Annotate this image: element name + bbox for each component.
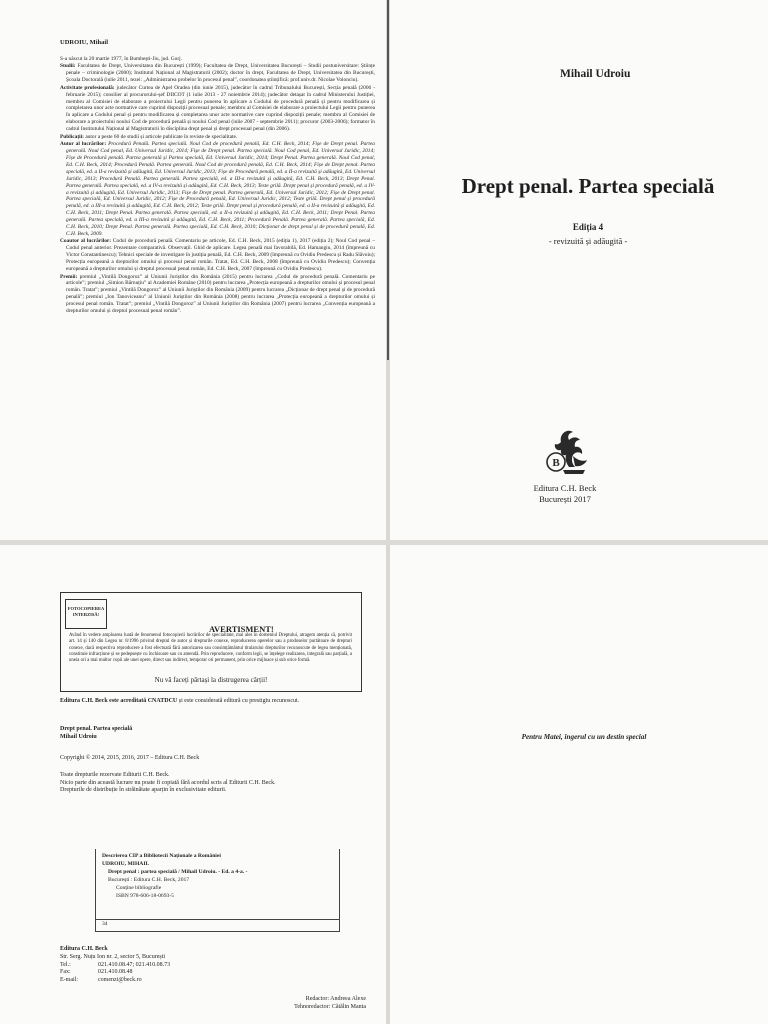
- address-email: [60, 977, 170, 985]
- bio-awards: [60, 274, 375, 315]
- studies-text: Facultatea de Drept, Universitatea din București (1999); Facultatea de Drept, Universitatea București – Studii postuniversitare: Științe penale – criminologie (2000); Institutul Național al Magistraturii (2002); doctor în drept, Facultatea de Drept, Universitatea din București, Școala Doctorală (iulie 2011, tezei: „Administrarea probelor în procesul penal”, coordonatea științifică: prof.univ.dr. Nicolae Volonciu).: [66, 63, 375, 84]
- book-info: [60, 725, 132, 741]
- rights-line: Drepturile de distribuție în străinătate aparțin în exclusivitate editurii.: [60, 787, 227, 794]
- book-info-author: Mihail Udroiu: [60, 734, 97, 740]
- rights-line: Toate drepturile rezervate Editurii C.H. Beck.: [60, 772, 170, 778]
- bio-activity: [60, 85, 375, 133]
- publications-text: autor a peste 60 de studii și articole publicate în reviste de specialitate.: [85, 133, 238, 140]
- techeditor-credit: Tehnoredactor: Cătălin Manta: [294, 1003, 366, 1010]
- publisher-logo-icon: [539, 426, 591, 482]
- cip-bibliography: Conține bibliografie: [116, 885, 162, 891]
- cip-number: 34: [102, 921, 108, 927]
- tel-value: 021.410.08.47; 021.410.08.73: [98, 961, 171, 968]
- fax-label: Fax:: [60, 969, 71, 976]
- cip-title-text: Drept penal : partea specială / Mihail Udroiu. - Ed. a 4-a. -: [108, 869, 248, 875]
- fax-value: 021.410.08.48: [98, 969, 133, 976]
- publisher-name: Editura C.H. Beck: [533, 483, 597, 493]
- tel-label: Tel.:: [60, 961, 71, 968]
- cip-divider: [96, 919, 339, 920]
- studies-label: Studii:: [60, 63, 76, 70]
- bio-author-works: [60, 141, 375, 238]
- activity-text: judecător Curtea de Apel Oradea (din iunie 2015), judecător în cadrul Tribunalului București, Secția penală (2006 - februarie 2015); consilier al procurorului-șef DIICOT (1 iulie 2013 - 27 noiembrie 2014); judecător detașat în cadrul Ministerului Justiției, membru al Comisiei de elaborare a proiectului Legii pentru punerea în aplicare a Codului de procedură penală și pentru modificarea și completarea unor acte normative care cuprind dispoziții procesual penale; membru al Comisiei de elaborare a proiectului Legii pentru punerea în aplicare a Codului penal și pentru modificarea și completarea unor acte normative care cuprind dispoziții penale; membru al Comisiei de elaborare a proiectului noului Cod de procedură penală și noului Cod penal (iulie 2007 - septembrie 2011); procuror (2003-2006); formator în cadrul Institutului Național al Magistraturii în disciplina drept penal și drept procesual penal (din 2006).: [66, 84, 375, 133]
- emblem-line-1: FOTOCOPIEREA: [67, 606, 105, 611]
- address-tel: [60, 962, 170, 970]
- bio-birth: S-a născut la 20 martie 1977, în Bumbești-Jiu, jud. Gorj.: [60, 55, 183, 62]
- emblem-line-2: INTERZISĂ!: [72, 612, 100, 617]
- dedication-page: [390, 545, 768, 1024]
- email-label: E-mail:: [60, 977, 78, 984]
- cip-title: [102, 868, 332, 876]
- coauthor-works-label: Coautor al lucrărilor:: [60, 238, 112, 245]
- author-bio: [60, 40, 375, 316]
- address-name: Editura C.H. Beck: [60, 946, 108, 952]
- bio-studies: [60, 63, 375, 84]
- bio-publications: [60, 134, 375, 141]
- copyright-line: Copyright © 2014, 2015, 2016, 2017 – Editura C.H. Beck: [60, 755, 200, 761]
- title-author: Mihail Udroiu: [560, 68, 631, 80]
- cip-publisher: București : Editura C.H. Beck, 2017: [108, 877, 190, 883]
- book-title: Drept penal. Partea specială: [461, 174, 715, 198]
- awards-label: Premii:: [60, 273, 78, 280]
- warning-body: Având în vedere amploarea luată de fenomenul fotocopierii lucrărilor de specialitate, mai ales în domeniul Dreptului, atragem atenția că, potrivit art. 14 și 140 din Legea nr. 8/1996 privind dreptul de autor și drepturile conexe, reproducerea operelor sau a produselor purtătoare de drepturi conexe, dacă respectiva reproducere a fost efectuată fără autorizarea sau consimțământul titularului drepturilor recunoscute de legea menționată, constituie infracțiune și se pedepsește cu închisoare sau cu amendă. Prin reproducere, conform legii, se înțelege realizarea, integrală sau parțială, a uneia ori a mai multor copii ale unei opere, direct sau indirect, temporar ori permanent, prin orice mijloace și sub orice formă.: [69, 633, 352, 664]
- warning-title: AVERTISMENT!: [209, 624, 274, 634]
- warning-footer: Nu vă faceți părtași la distrugerea cărții!: [154, 676, 268, 684]
- publisher-address: [60, 946, 170, 985]
- no-photocopy-icon: [65, 599, 107, 629]
- cip-author: UDROIU, MIHAIL: [102, 861, 150, 867]
- book-info-title: Drept penal. Partea specială: [60, 726, 133, 732]
- accreditation-bold: Editura C.H. Beck este acreditată CNATDCU: [60, 698, 178, 704]
- awards-text: premiul „Vintilă Dongoroz” al Uniunii Juriștilor din România (2015) pentru lucrarea „Codul de procedură penală. Comentariu pe articole”; premiul „Simion Bărnuțiu” al Academiei Române (2010) pentru lucrarea „Protecția europeană a drepturilor omului și procesul penal român. Tratat”; premiul „Vintilă Dongoroz” al Uniunii Juriștilor din România (2009) pentru lucrarea „Dicționar de drept penal și de procedură penală”; premiul „Ion Tanoviceanu” al Uniunii Juriștilor din România (2008) pentru lucrarea „Protecția europeană a drepturilor omului și procesul penal român. Tratat”; premiul „Vintilă Dongoroz” al Uniunii Juriștilor din România (2007) pentru lucrarea „Convenția europeană a drepturilor omului și dreptul procesual penal român”.: [66, 273, 375, 315]
- accreditation-rest: și este considerată editură cu prestigiu recunoscut.: [178, 698, 300, 704]
- cip-heading: Descrierea CIP a Bibliotecii Naționale a României: [102, 853, 221, 859]
- rights-notice: [60, 772, 370, 795]
- edition-note: - revizuită și adăugită -: [548, 236, 628, 246]
- warning-box: [60, 592, 362, 692]
- horizontal-gutter: [0, 540, 768, 545]
- binding-edge: [387, 0, 389, 360]
- coauthor-works-text: Codul de procedură penală. Comentariu pe articole, Ed. C.H. Beck, 2015 (ediția 1), 2017 (ediția 2); Noul Cod penal – Codul penal anterior. Prezentare comparativă. Observații. Ghid de aplicare. Legea penală mai favorabilă, Ed. Hamangiu, 2014 (împreună cu Victor Constantinescu); Tehnici speciale de investigare în justiția penală, Ed. C.H. Beck, 2009 (împreună cu Ovidiu Predescu și Radu Slăvoiu); Protecția europeană a drepturilor omului și procesul penal român. Tratat, Ed. C.H. Beck, 2008 (împreună cu Ovidiu Predescu); Convenția europeană a drepturilor omului și dreptul procesual penal român, Ed. C.H. Beck, 2007 (împreună cu Ovidiu Predescu).: [66, 238, 376, 273]
- publisher-block: [500, 483, 630, 505]
- editorial-credits: [240, 996, 366, 1012]
- logo-letter: B: [552, 457, 560, 469]
- cip-isbn: ISBN 978-606-18-0693-5: [116, 893, 174, 899]
- author-works-label: Autor al lucrărilor:: [60, 141, 107, 148]
- address-street: Str. Serg. Nuțu Ion nr. 2, sector 5, București: [60, 953, 166, 960]
- email-value: comenzi@beck.ro: [98, 977, 142, 984]
- cip-text: [102, 852, 332, 900]
- dedication-text: Pentru Matei, îngerul cu un destin special: [521, 733, 647, 741]
- city-year: București 2017: [539, 494, 591, 504]
- rights-line: Nicio parte din această lucrare nu poate fi copiată fără acordul scris al Editurii C.H. Beck.: [60, 779, 276, 786]
- activity-label: Activitate profesională:: [60, 84, 115, 91]
- address-fax: [60, 969, 170, 977]
- publications-label: Publicații:: [60, 133, 84, 140]
- accreditation-note: [60, 697, 360, 705]
- cip-record: [95, 849, 340, 932]
- author-works-text: Procedură Penală. Partea specială. Noul Cod de procedură penală, Ed. C.H. Beck, 2014; Fișe de Drept penal. Partea generală. Noul Cod penal, Ed. Universul Juridic, 2014; Fișe de Drept penal. Partea specială. Noul Cod penal, Ed. Universul Juridic, 2014; Fișe de Procedură penală. Partea generală și Partea specială, Ed. Universul Juridic, 2014; Drept Penal. Partea generală. Noul Cod penal, Ed. C.H. Beck, 2014; Procedură Penală. Partea generală. Noul Cod de procedură penală, Ed. C.H. Beck, 2014; Fișe de Drept penal. Partea specială, ed. a II-a revizuită și adăugită, Ed. Universul Juridic, 2013; Fișe de Procedură penală, ed. a II-a revizuită și adăugită, Ed. Universul Juridic, 2013; Procedură Penală. Partea generală. Partea specială, ed. a III-a revizuită și adăugită, Ed. C.H. Beck, 2013; Drept Penal. Partea generală. Partea specială, ed. a IV-a revizuită și adăugită, Ed. C.H. Beck, 2013; Teste grilă. Drept penal și procedură penală, ed. a IV-a revizuită și adăugită, Ed. Universul Juridic, 2013; Fișe de Drept penal. Partea generală, Ed. Universul Juridic, 2012; Fișe de Drept penal. Partea specială, Ed. Universul Juridic, 2012; Fișe de Procedură penală, Ed. Universul Juridic, 2012; Teste grilă. Drept penal și procedură penală, ed. a III-a revizuită și adăugită, Ed. C.H. Beck, 2012; Teste grilă. Drept penal și procedură penală, ed. a II-a revizuită și adăugită, Ed. C.H. Beck, 2011; Drept Penal. Partea generală. Partea specială, ed. a II-a revizuită și adăugită, Ed. C.H. Beck, 2011; Drept Penal. Partea generală. Partea specială, ed. a III-a revizuită și adăugită, Ed. C.H. Beck, 2011; Procedură Penală. Partea generală. Partea specială, Ed. C.H. Beck, 2010; Drept Penal. Partea generală. Partea specială, Ed. C.H. Beck, 2010; Dicționar de drept penal și de procedură penală, Ed. C.H. Beck, 2009.: [66, 141, 375, 237]
- bio-name: UDROIU, Mihail: [60, 39, 109, 46]
- bio-coauthor-works: [60, 238, 375, 273]
- edition-number: Ediția 4: [572, 222, 604, 232]
- editor-credit: Redactor: Andreea Alexe: [305, 996, 366, 1002]
